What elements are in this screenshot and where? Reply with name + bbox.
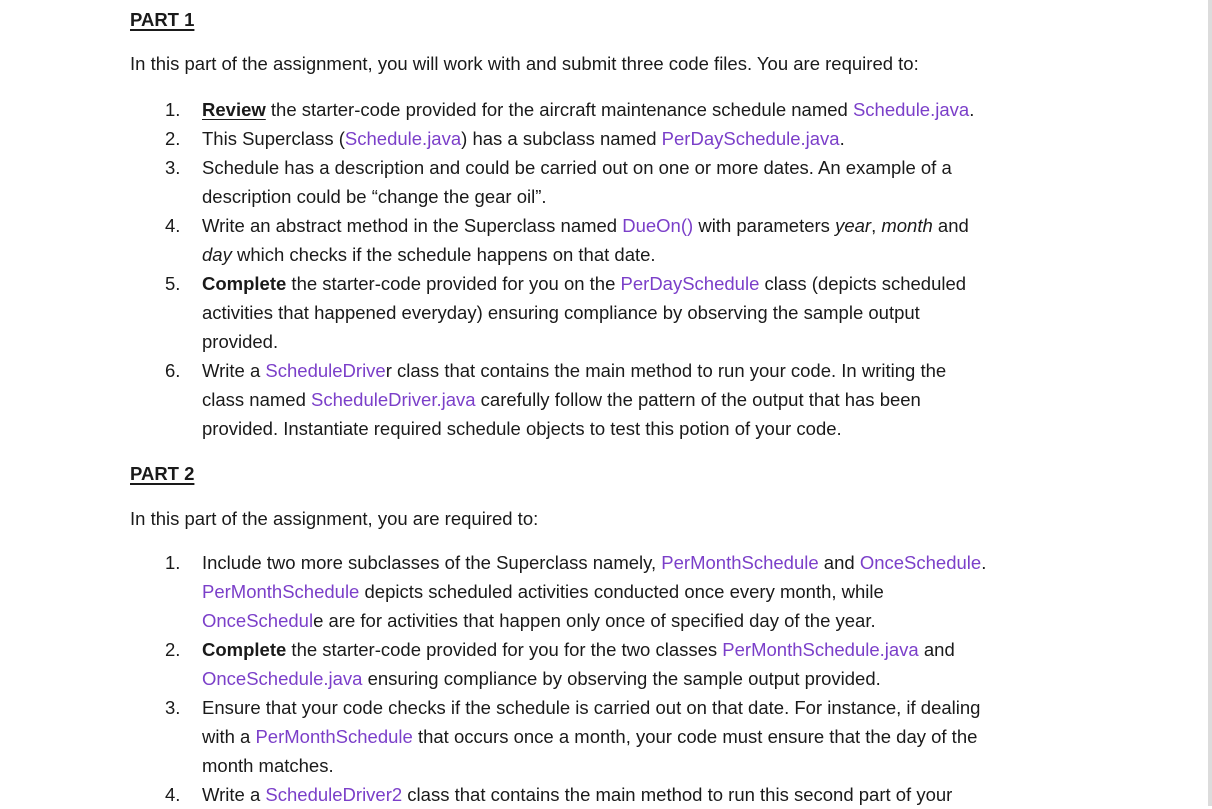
text-run: month [881, 215, 933, 236]
text-run: that occurs once a month, your code must ensure that the day of the [412, 726, 978, 747]
text-run: ensuring compliance by observing the sample output provided. [362, 668, 881, 689]
list-item-line [202, 356, 946, 385]
text-run: and [818, 552, 860, 573]
text-run: This Superclass ( [202, 128, 345, 149]
list-item-line [202, 95, 974, 124]
text-run: . [981, 552, 987, 573]
text-run: depicts scheduled activities conducted once every month, while [359, 581, 884, 602]
text-run: Include two more subclasses of the Superclass namely, [202, 552, 662, 573]
text-run: provided. Instantiate required schedule objects to test this potion of your code. [202, 418, 842, 439]
list-number: 2. [165, 128, 181, 149]
list-item-line [202, 385, 921, 414]
text-run: Write an abstract method in the Superclass named [202, 215, 623, 236]
list-number: 3. [165, 697, 181, 718]
code-reference: ScheduleDrive [265, 360, 386, 381]
text-run: Ensure that your code checks if the schedule is carried out on that date. For instance, if dealing [202, 697, 981, 718]
text-run: r class that contains the main method to run your code. In writing the [385, 360, 947, 381]
list-item-line [202, 211, 969, 240]
code-reference: OnceSchedule [859, 552, 982, 573]
text-run: day [202, 244, 232, 265]
list-number: 2. [165, 639, 181, 660]
text-run: . [839, 128, 845, 149]
text-run: carefully follow the pattern of the output that has been [475, 389, 921, 410]
list-item-line [202, 269, 966, 298]
text-run: class (depicts scheduled [759, 273, 967, 294]
text-run: year [835, 215, 872, 236]
list-item-line [202, 240, 656, 269]
text-run: provided. [202, 331, 279, 352]
list-item-line [202, 298, 920, 327]
code-reference: OnceSchedule.java [202, 668, 363, 689]
text-run: Complete [202, 273, 287, 294]
code-reference: PerMonthSchedule [255, 726, 413, 747]
code-reference: ScheduleDriver2 [265, 784, 403, 805]
list-item-line [202, 635, 955, 664]
page-edge [1208, 0, 1212, 806]
part2-heading: PART 2 [130, 463, 195, 484]
code-reference: Schedule.java [344, 128, 462, 149]
list-item-line [202, 124, 845, 153]
list-item-line [202, 722, 977, 751]
list-item-line [202, 577, 884, 606]
text-run: with a [202, 726, 256, 747]
text-run: Write a [202, 360, 266, 381]
list-number: 4. [165, 215, 181, 236]
text-run: month matches. [202, 755, 334, 776]
text-run: the starter-code provided for the aircraft maintenance schedule named [265, 99, 853, 120]
list-item-line [202, 182, 547, 211]
part1-intro: In this part of the assignment, you will work with and submit three code files. You are required to: [130, 53, 919, 74]
text-run: . [969, 99, 975, 120]
list-item-line [202, 693, 980, 722]
text-run: , [871, 215, 882, 236]
text-run: e are for activities that happen only once of specified day of the year. [313, 610, 876, 631]
list-number: 3. [165, 157, 181, 178]
list-item-line [202, 153, 952, 182]
text-run: and [932, 215, 969, 236]
code-reference: PerMonthSchedule.java [722, 639, 919, 660]
text-run: Write a [202, 784, 266, 805]
list-number: 4. [165, 784, 181, 805]
list-item-line [202, 414, 842, 443]
list-number: 1. [165, 552, 181, 573]
list-item-line [202, 327, 278, 356]
list-number: 1. [165, 99, 181, 120]
code-reference: PerMonthSchedule [202, 581, 360, 602]
code-reference: PerMonthSchedule [661, 552, 819, 573]
text-run: Complete [202, 639, 287, 660]
text-run: description could be “change the gear oil”. [202, 186, 547, 207]
list-item-line [202, 548, 986, 577]
text-run: and [918, 639, 955, 660]
part1-heading: PART 1 [130, 9, 195, 30]
list-item-line [202, 606, 876, 635]
text-run: activities that happened everyday) ensuring compliance by observing the sample output [202, 302, 920, 323]
part2-intro: In this part of the assignment, you are required to: [130, 508, 539, 529]
code-reference: Schedule.java [852, 99, 970, 120]
text-run: class named [202, 389, 311, 410]
text-run: Review [202, 99, 266, 120]
code-reference: DueOn() [622, 215, 694, 236]
list-number: 6. [165, 360, 181, 381]
list-item-line [202, 664, 881, 693]
text-run: which checks if the schedule happens on that date. [231, 244, 656, 265]
list-item-line [202, 751, 334, 780]
text-run: class that contains the main method to run this second part of your [402, 784, 953, 805]
code-reference: PerDaySchedule [620, 273, 760, 294]
code-reference: ScheduleDriver.java [311, 389, 476, 410]
code-reference: OnceSchedul [202, 610, 314, 631]
text-run: the starter-code provided for you for the two classes [286, 639, 723, 660]
list-item-line [202, 780, 952, 809]
list-number: 5. [165, 273, 181, 294]
code-reference: PerDaySchedule.java [661, 128, 840, 149]
text-run: the starter-code provided for you on the [286, 273, 621, 294]
text-run: with parameters [693, 215, 836, 236]
text-run: Schedule has a description and could be carried out on one or more dates. An example of a [202, 157, 952, 178]
text-run: ) has a subclass named [461, 128, 662, 149]
